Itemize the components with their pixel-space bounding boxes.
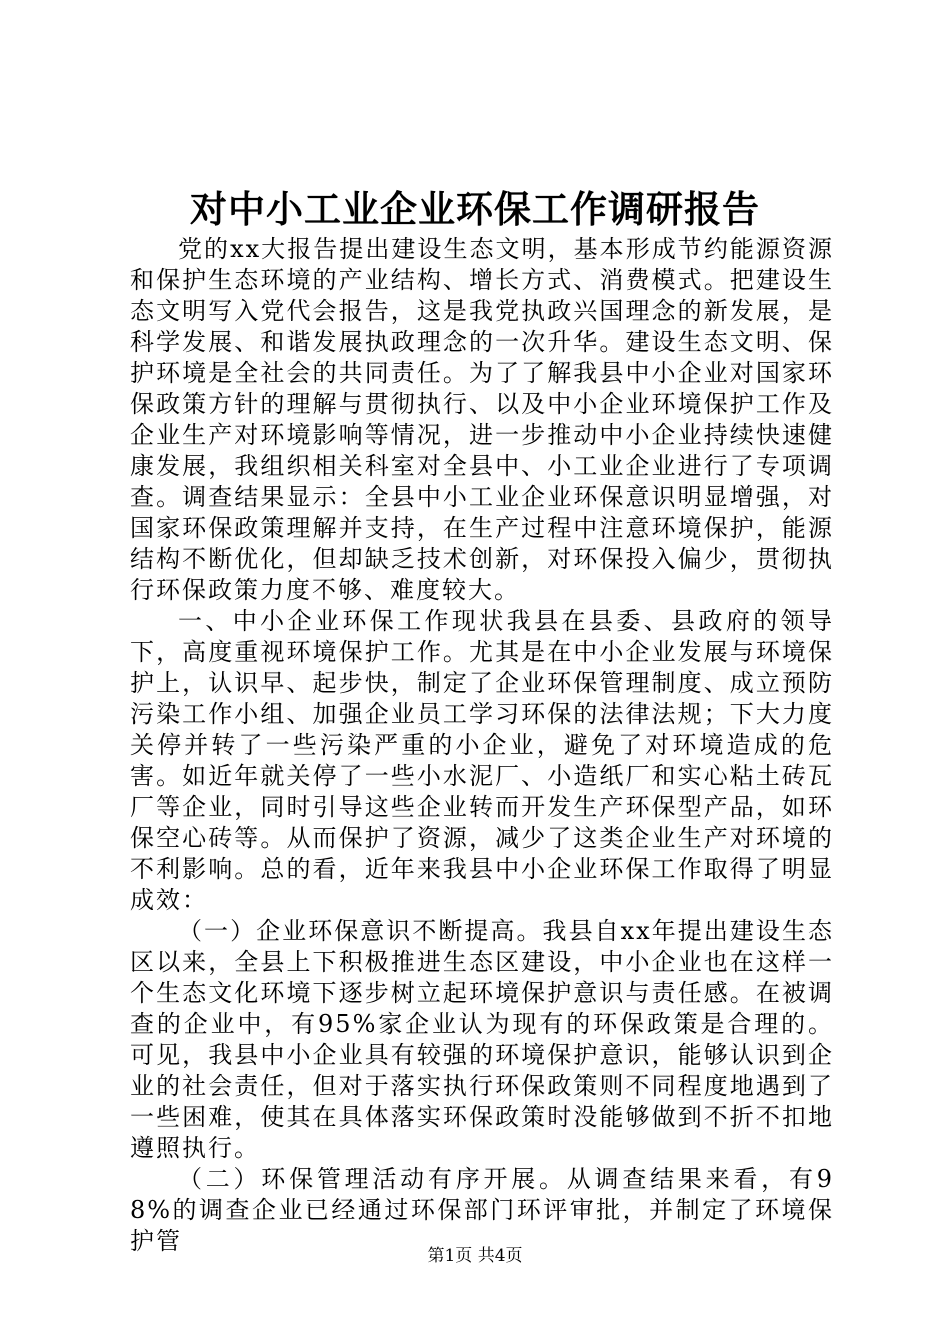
paragraph: 党的xx大报告提出建设生态文明，基本形成节约能源资源和保护生态环境的产业结构、增长方式、消费模式。把建设生态文明写入党代会报告，这是我党执政兴国理念的新发展，是科学发展、和谐发展执政理念的一次升华。建设生态文明、保护环境是全社会的共同责任。为了了解我县中小企业对国家环保政策方针的理解与贯彻执行、以及中小企业环境保护工作及企业生产对环境影响等情况，进一步推动中小企业持续快速健康发展，我组织相关科室对全县中、小工业企业进行了专项调查。调查结果显示：全县中小工业企业环保意识明显增强，对国家环保政策理解并支持，在生产过程中注意环境保护，能源结构不断优化，但却缺乏技术创新，对环保投入偏少，贯彻执行环保政策力度不够、难度较大。 xyxy=(130,235,834,604)
paragraph: 一、中小企业环保工作现状我县在县委、县政府的领导下，高度重视环境保护工作。尤其是在中小企业发展与环境保护上，认识早、起步快，制定了企业环保管理制度、成立预防污染工作小组、加强企业员工学习环保的法律法规；下大力度关停并转了一些污染严重的小企业，避免了对环境造成的危害。如近年就关停了一些小水泥厂、小造纸厂和实心粘土砖瓦厂等企业，同时引导这些企业转而开发生产环保型产品，如环保空心砖等。从而保护了资源，减少了这类企业生产对环境的不利影响。总的看，近年来我县中小企业环保工作取得了明显成效： xyxy=(130,607,834,914)
page-number-footer: 第1页 共4页 xyxy=(427,1246,523,1266)
paragraph: （二）环保管理活动有序开展。从调查结果来看，有98%的调查企业已经通过环保部门环评审批，并制定了环境保护管 xyxy=(130,1165,834,1255)
document-title: 对中小工业企业环保工作调研报告 xyxy=(190,187,760,231)
paragraph: （一）企业环保意识不断提高。我县自xx年提出建设生态区以来，全县上下积极推进生态区建设，中小企业也在这样一个生态文化环境下逐步树立起环境保护意识与责任感。在被调查的企业中，有95%家企业认为现有的环保政策是合理的。可见，我县中小企业具有较强的环境保护意识，能够认识到企业的社会责任，但对于落实执行环保政策则不同程度地遇到了一些困难，使其在具体落实环保政策时没能够做到不折不扣地遵照执行。 xyxy=(130,917,834,1162)
document-body xyxy=(130,234,834,1257)
